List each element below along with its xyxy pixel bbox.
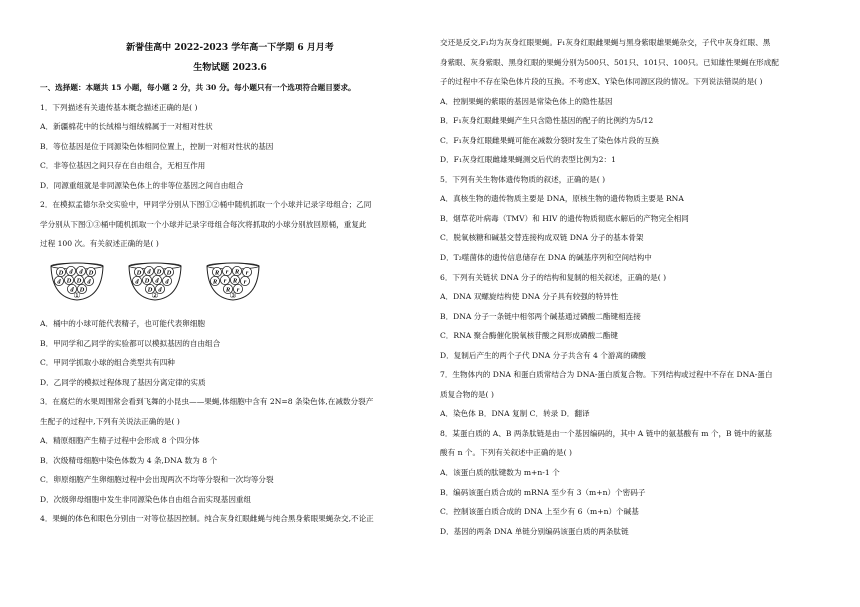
bowl-2-ball-letter: d xyxy=(147,268,151,276)
q7-options: A．染色体 B．DNA 复制 C．转录 D．翻译 xyxy=(440,409,590,419)
q2-stem-line1: 2．在模拟孟德尔杂交实验中，甲同学分别从下图①②桶中随机抓取一个小球并记录字母组合；乙同 xyxy=(40,200,372,210)
q1-option-d: D．同源重组就是非同源染色体上的非等位基因之间自由组合 xyxy=(40,180,244,190)
bowl-3-label: ③ xyxy=(229,291,237,301)
bowl-2-ball-letter: d xyxy=(158,286,162,294)
q3-option-c: C．卵原细胞产生卵细胞过程中会出现两次不均等分裂和一次均等分裂 xyxy=(40,475,274,485)
q8-option-d: D．基因的两条 DNA 单链分别编码该蛋白质的两条肽链 xyxy=(440,526,629,536)
bowl-figure xyxy=(40,254,420,314)
q6-option-d: D．复制后产生的两个子代 DNA 分子共含有 4 个游离的磷酸 xyxy=(440,350,646,360)
bowl-2-ball-letter: D xyxy=(147,286,153,294)
q3-option-b: B．次级精母细胞中染色体数为 4 条,DNA 数为 8 个 xyxy=(40,455,218,465)
q1-option-b: B．等位基因是位于同源染色体相同位置上，控制一对相对性状的基因 xyxy=(40,141,274,151)
bowl-1-ball-letter: D xyxy=(76,277,82,285)
q5-option-b: B．烟草花叶病毒（TMV）和 HIV 的遗传物质彻底水解后的产物完全相同 xyxy=(440,213,689,223)
bowl-3-ball-letter: R xyxy=(232,277,238,285)
q4-stem-line2: 交还是反交,F₁均为灰身红眼果蝇。F₁灰身红眼雌果蝇与黑身紫眼雄果蝇杂交，子代中灰身红眼、黑 xyxy=(440,38,771,47)
bowl-2-label: ② xyxy=(151,291,159,301)
bowl-3 xyxy=(204,258,262,304)
bowl-1-ball-letter: d xyxy=(57,278,61,286)
bowl-3-ball-letter: r xyxy=(243,278,247,286)
q4-option-b: B．F₁灰身红眼雌果蝇产生只含隐性基因的配子的比例约为5/12 xyxy=(440,116,654,126)
bowl-3-ball-letter: R xyxy=(214,269,220,277)
right-column xyxy=(440,0,828,541)
bowl-1-ball-letter: d xyxy=(87,278,91,286)
q3-option-a: A．精原细胞产生精子过程中会形成 8 个四分体 xyxy=(40,436,200,446)
bowl-1-ball-letter: d xyxy=(69,268,73,276)
q2-option-a: A．桶中的小球可能代表精子，也可能代表卵细胞 xyxy=(40,319,205,329)
bowl-3-ball-letter: r xyxy=(225,268,229,276)
bowl-1-ball-letter: D xyxy=(88,269,94,277)
q1-stem: 1．下列描述有关遗传基本概念描述正确的是( ) xyxy=(40,102,198,112)
left-column xyxy=(40,0,420,529)
q2-option-d: D．乙同学的模拟过程体现了基因分离定律的实质 xyxy=(40,377,206,387)
bowl-2-ball-letter: D xyxy=(136,269,142,277)
q3-option-d: D．次级卵母细胞中发生非同源染色体自由组合而实现基因重组 xyxy=(40,494,252,504)
bowl-1-ball-letter: D xyxy=(66,277,72,285)
q4-stem-line4: 子的过程中不存在染色体片段的互换。不考虑X、Y染色体同源区段的情况。下列说法错误的是( ) xyxy=(440,77,763,87)
right-question-lines xyxy=(440,33,828,541)
bowl-1-label: ① xyxy=(73,291,81,301)
q4-option-a: A．控制果蝇的紫眼的基因是常染色体上的隐性基因 xyxy=(440,96,613,106)
q8-option-a: A．该蛋白质的肽键数为 m+n-1 个 xyxy=(440,468,560,478)
bowl-1-ball-letter: D xyxy=(79,286,85,294)
q2-option-b: B．甲同学和乙同学的实验都可以模拟基因的自由组合 xyxy=(40,338,221,348)
q6-option-c: C．RNA 聚合酶催化脱氧核苷酸之间形成磷酸二酯键 xyxy=(440,331,618,341)
q5-option-a: A．真核生物的遗传物质主要是 DNA，原核生物的遗传物质主要是 RNA xyxy=(440,194,684,204)
q5-option-d: D．T₂噬菌体的遗传信息储存在 DNA 的碱基序列和空间结构中 xyxy=(440,253,652,263)
q5-stem: 5．下列有关生物体遗传物质的叙述，正确的是( ) xyxy=(440,174,606,184)
bowl-1-ball-letter: d xyxy=(70,286,74,294)
q5-option-c: C．脱氧核糖和碱基交替连接构成双链 DNA 分子的基本骨架 xyxy=(440,233,644,243)
bowl-3-ball-letter: r xyxy=(236,286,240,294)
section-heading: 一、选择题：本题共 15 小题，每小题 2 分，共 30 分。每小题只有一个选项符合题目要求。 xyxy=(40,83,356,93)
bowl-2-ball-letter: D xyxy=(166,269,172,277)
q7-stem-line1: 7．生物体内的 DNA 和蛋白质常结合为 DNA-蛋白质复合物。下列结构或过程中不存在 DNA-蛋白 xyxy=(440,370,773,380)
bowl-2-ball-letter: d xyxy=(135,278,139,286)
q4-option-c: C．F₁灰身红眼雌果蝇可能在减数分裂时发生了染色体片段的互换 xyxy=(440,135,660,145)
bowl-3-ball-letter: r xyxy=(223,277,227,285)
q6-option-b: B．DNA 分子一条链中相邻两个碱基通过磷酸二酯键相连接 xyxy=(440,311,641,321)
bowl-2-ball-letter: D xyxy=(156,268,162,276)
q1-option-a: A．新疆棉花中的长绒棉与细绒棉属于一对相对性状 xyxy=(40,122,213,132)
bowl-1-ball-letter: D xyxy=(58,269,64,277)
bowl-3-ball-letter: R xyxy=(234,268,240,276)
bowl-2-ball-letter: D xyxy=(144,277,150,285)
bowl-3-ball-letter: R xyxy=(212,278,218,286)
q2-option-c: C．甲同学抓取小球的组合类型共有四种 xyxy=(40,358,175,368)
bowl-1-ball-letter: d xyxy=(79,268,83,276)
q3-stem-line1: 3．在腐烂的水果周围常会看到飞舞的小昆虫——果蝇,体细胞中含有 2N=8 条染色体,在减数分裂产 xyxy=(40,397,374,407)
q6-stem: 6．下列有关链状 DNA 分子的结构和复制的相关叙述，正确的是( ) xyxy=(440,272,667,282)
q6-option-a: A．DNA 双螺旋结构使 DNA 分子具有较强的特异性 xyxy=(440,292,619,302)
q3-stem-line2: 生配子的过程中,下列有关说法正确的是( ) xyxy=(40,416,180,426)
bowl-2 xyxy=(126,258,184,304)
bowl-1 xyxy=(48,258,106,304)
q7-stem-line2: 质复合物的是( ) xyxy=(440,389,494,399)
q4-option-d: D．F₁灰身红眼雌雄果蝇测交后代的表型比例为2：1 xyxy=(440,155,616,165)
exam-subtitle: 生物试题 2023.6 xyxy=(193,62,267,73)
question-block-b xyxy=(40,314,420,529)
q8-stem-line2: 酸有 n 个。下列有关叙述中正确的是( ) xyxy=(440,448,572,458)
exam-title: 新誉佳高中 2022-2023 学年高一下学期 6 月月考 xyxy=(126,43,334,53)
q2-stem-line2: 学分别从下图①③桶中随机抓取一个小球并记录字母组合每次将抓取的小球分别放回原桶，重复此 xyxy=(40,219,367,229)
q4-stem-line3: 身紫眼、灰身紫眼、黑身红眼的果蝇分别为500只、501只、101只、100只。已知雄性果蝇在形成配 xyxy=(440,57,779,67)
bowl-3-ball-letter: R xyxy=(225,286,231,294)
q2-stem-line3: 过程 100 次。有关叙述正确的是( ) xyxy=(40,239,159,249)
question-block-a xyxy=(40,98,420,254)
q8-stem-line1: 8．某蛋白质的 A、B 两条肽链是由一个基因编码的，其中 A 链中的氨基酸有 m 个，B 链中的氨基 xyxy=(440,428,773,438)
bowl-3-ball-letter: r xyxy=(245,269,249,277)
q8-option-c: C．控制该蛋白质合成的 DNA 上至少有 6（m+n）个碱基 xyxy=(440,507,639,517)
q1-option-c: C．非等位基因之间只存在自由组合，无相互作用 xyxy=(40,161,206,171)
bowl-2-ball-letter: d xyxy=(155,277,159,285)
bowl-2-ball-letter: d xyxy=(165,278,169,286)
q4-stem-line1: 4．果蝇的体色和眼色分别由一对等位基因控制。纯合灰身红眼雌蝇与纯合黑身紫眼果蝇杂交,不论正 xyxy=(40,514,374,524)
q8-option-b: B．编码该蛋白质合成的 mRNA 至少有 3（m+n）个密码子 xyxy=(440,487,646,497)
